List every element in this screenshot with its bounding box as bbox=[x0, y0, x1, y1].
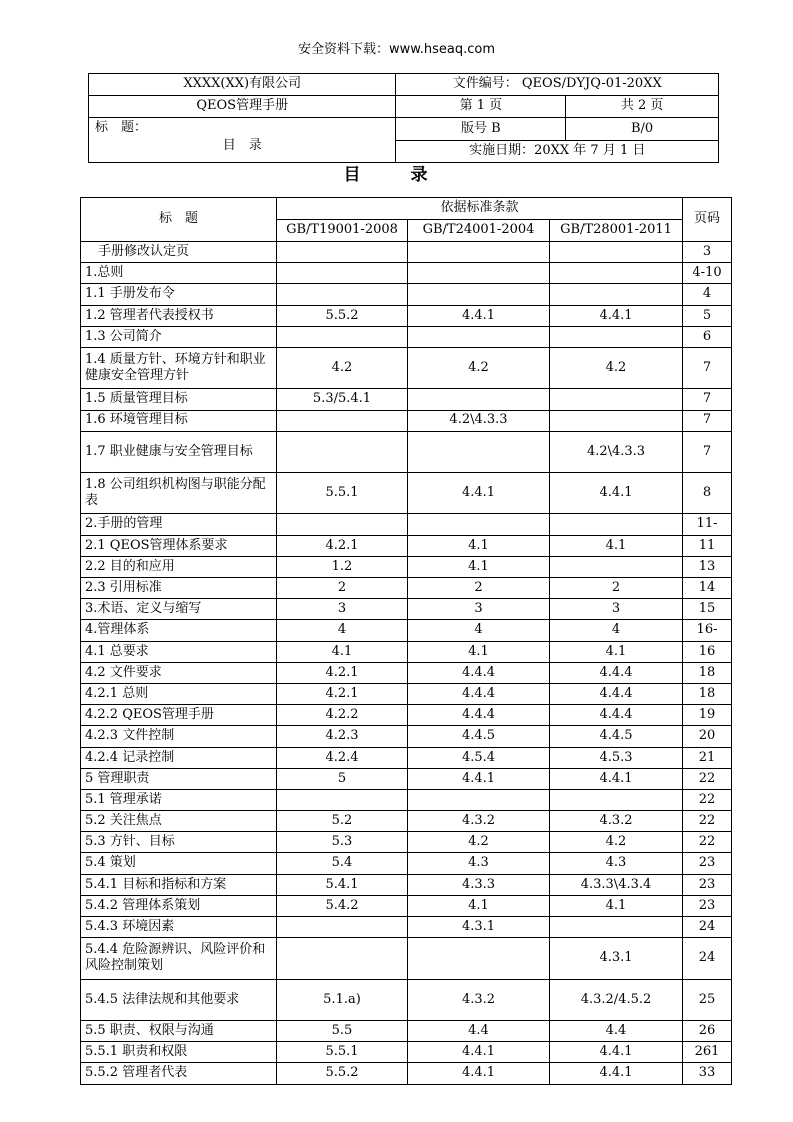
gb19001-clause bbox=[277, 917, 408, 938]
gb24001-clause bbox=[408, 789, 550, 810]
gb28001-clause: 4.4.1 bbox=[550, 1063, 683, 1084]
page-cell: 33 bbox=[683, 1063, 732, 1084]
toc-title-cell: 5 管理职责 bbox=[81, 768, 277, 789]
gb24001-clause: 2 bbox=[408, 578, 550, 599]
gb19001-clause bbox=[277, 284, 408, 305]
gb19001-clause: 5.5.1 bbox=[277, 1042, 408, 1063]
gb19001-clause: 5.4.2 bbox=[277, 895, 408, 916]
toc-title-cell: 1.7 职业健康与安全管理目标 bbox=[81, 431, 277, 472]
gb24001-clause: 4.1 bbox=[408, 535, 550, 556]
gb24001-clause: 4.3.1 bbox=[408, 917, 550, 938]
table-row bbox=[81, 874, 732, 895]
toc-title-cell: 5.4 策划 bbox=[81, 853, 277, 874]
page-cell: 7 bbox=[683, 431, 732, 472]
gb24001-clause: 4.1 bbox=[408, 895, 550, 916]
gb19001-clause bbox=[277, 431, 408, 472]
table-row bbox=[81, 242, 732, 263]
page-cell: 23 bbox=[683, 895, 732, 916]
gb28001-clause bbox=[550, 556, 683, 577]
gb24001-clause: 4.4.1 bbox=[408, 768, 550, 789]
gb28001-clause: 4.4.4 bbox=[550, 705, 683, 726]
table-row bbox=[81, 326, 732, 347]
toc-title-cell: 5.4.5 法律法规和其他要求 bbox=[81, 979, 277, 1020]
table-row bbox=[81, 263, 732, 284]
gb28001-clause bbox=[550, 789, 683, 810]
gb24001-clause: 4.3.2 bbox=[408, 811, 550, 832]
toc-title-cell: 2.手册的管理 bbox=[81, 514, 277, 535]
gb28001-clause: 4.5.3 bbox=[550, 747, 683, 768]
col-header-title: 标 题 bbox=[81, 198, 277, 242]
toc-title-cell: 1.1 手册发布令 bbox=[81, 284, 277, 305]
page-cell: 22 bbox=[683, 768, 732, 789]
table-row bbox=[81, 641, 732, 662]
gb28001-clause: 4.2 bbox=[550, 832, 683, 853]
document-header-table bbox=[88, 73, 719, 163]
gb19001-clause: 4.2.1 bbox=[277, 683, 408, 704]
gb28001-clause: 4.4.1 bbox=[550, 305, 683, 326]
table-row bbox=[81, 705, 732, 726]
gb19001-clause: 5.2 bbox=[277, 811, 408, 832]
gb19001-clause: 4.2.1 bbox=[277, 535, 408, 556]
page-cell: 18 bbox=[683, 683, 732, 704]
gb24001-clause: 4.4.1 bbox=[408, 473, 550, 514]
effective-date: 实施日期：20XX 年 7 月 1 日 bbox=[396, 140, 719, 163]
table-row bbox=[81, 662, 732, 683]
gb28001-clause: 4.2 bbox=[550, 347, 683, 388]
gb19001-clause: 4.1 bbox=[277, 641, 408, 662]
table-row bbox=[81, 789, 732, 810]
gb28001-clause bbox=[550, 917, 683, 938]
gb19001-clause: 5 bbox=[277, 768, 408, 789]
version-value: B/0 bbox=[566, 118, 719, 141]
table-row bbox=[81, 917, 732, 938]
gb28001-clause: 4.4.5 bbox=[550, 726, 683, 747]
table-row bbox=[81, 853, 732, 874]
col-header-gb24001: GB/T24001-2004 bbox=[408, 220, 550, 242]
gb24001-clause: 4.3.2 bbox=[408, 979, 550, 1020]
gb19001-clause: 4.2.1 bbox=[277, 662, 408, 683]
gb19001-clause: 4.2 bbox=[277, 347, 408, 388]
gb28001-clause: 4.4.1 bbox=[550, 473, 683, 514]
page-cell: 7 bbox=[683, 347, 732, 388]
table-row bbox=[81, 726, 732, 747]
gb28001-clause bbox=[550, 326, 683, 347]
page-cell: 5 bbox=[683, 305, 732, 326]
toc-title-cell: 4.2 文件要求 bbox=[81, 662, 277, 683]
gb24001-clause: 4.4.4 bbox=[408, 683, 550, 704]
gb28001-clause: 4 bbox=[550, 620, 683, 641]
gb28001-clause bbox=[550, 263, 683, 284]
page-cell: 15 bbox=[683, 599, 732, 620]
toc-title-cell: 1.3 公司简介 bbox=[81, 326, 277, 347]
table-row bbox=[81, 1042, 732, 1063]
table-row bbox=[81, 979, 732, 1020]
gb24001-clause: 4.1 bbox=[408, 641, 550, 662]
page-cell: 8 bbox=[683, 473, 732, 514]
toc-title-cell: 2.3 引用标准 bbox=[81, 578, 277, 599]
gb24001-clause: 4.1 bbox=[408, 556, 550, 577]
gb24001-clause: 4.4 bbox=[408, 1021, 550, 1042]
table-row bbox=[81, 620, 732, 641]
page-cell: 6 bbox=[683, 326, 732, 347]
gb28001-clause: 4.4.4 bbox=[550, 662, 683, 683]
toc-title-cell: 5.2 关注焦点 bbox=[81, 811, 277, 832]
toc-title-cell: 2.2 目的和应用 bbox=[81, 556, 277, 577]
page-cell: 11- bbox=[683, 514, 732, 535]
toc-title-cell: 5.5 职责、权限与沟通 bbox=[81, 1021, 277, 1042]
table-row bbox=[81, 1021, 732, 1042]
col-header-standards: 依据标准条款 bbox=[277, 198, 683, 220]
table-row bbox=[81, 473, 732, 514]
toc-title-cell: 1.2 管理者代表授权书 bbox=[81, 305, 277, 326]
toc-title-cell: 5.5.2 管理者代表 bbox=[81, 1063, 277, 1084]
gb24001-clause: 4.4.4 bbox=[408, 662, 550, 683]
toc-title-cell: 2.1 QEOS管理体系要求 bbox=[81, 535, 277, 556]
document-number: 文件编号： QEOS/DYJQ-01-20XX bbox=[396, 74, 719, 96]
col-header-gb28001: GB/T28001-2011 bbox=[550, 220, 683, 242]
page-cell: 18 bbox=[683, 662, 732, 683]
page-cell: 14 bbox=[683, 578, 732, 599]
toc-title-cell: 1.6 环境管理目标 bbox=[81, 410, 277, 431]
page-cell: 7 bbox=[683, 410, 732, 431]
page-cell: 16- bbox=[683, 620, 732, 641]
gb24001-clause: 4.4.1 bbox=[408, 1042, 550, 1063]
table-row bbox=[81, 389, 732, 410]
gb24001-clause: 4.4.4 bbox=[408, 705, 550, 726]
table-row bbox=[81, 811, 732, 832]
gb28001-clause bbox=[550, 242, 683, 263]
gb28001-clause: 4.3.3\4.3.4 bbox=[550, 874, 683, 895]
toc-title-cell: 手册修改认定页 bbox=[81, 242, 277, 263]
subject-label: 标 题： bbox=[95, 120, 148, 135]
gb24001-clause: 4.4.1 bbox=[408, 1063, 550, 1084]
toc-title-cell: 4.2.2 QEOS管理手册 bbox=[81, 705, 277, 726]
table-row bbox=[81, 535, 732, 556]
gb24001-clause bbox=[408, 514, 550, 535]
gb19001-clause bbox=[277, 514, 408, 535]
table-row bbox=[81, 514, 732, 535]
gb24001-clause: 4.2\4.3.3 bbox=[408, 410, 550, 431]
page-cell: 261 bbox=[683, 1042, 732, 1063]
toc-title-cell: 5.4.2 管理体系策划 bbox=[81, 895, 277, 916]
gb19001-clause: 5.3/5.4.1 bbox=[277, 389, 408, 410]
subject-value: 目 录 bbox=[222, 138, 262, 154]
gb24001-clause: 4 bbox=[408, 620, 550, 641]
gb24001-clause: 4.3.3 bbox=[408, 874, 550, 895]
page-cell: 20 bbox=[683, 726, 732, 747]
table-row bbox=[81, 431, 732, 472]
table-row bbox=[81, 305, 732, 326]
gb28001-clause: 4.1 bbox=[550, 535, 683, 556]
page-number: 第 1 页 bbox=[396, 96, 566, 118]
toc-title-cell: 1.8 公司组织机构图与职能分配表 bbox=[81, 473, 277, 514]
gb19001-clause: 3 bbox=[277, 599, 408, 620]
gb24001-clause: 3 bbox=[408, 599, 550, 620]
gb28001-clause: 4.4 bbox=[550, 1021, 683, 1042]
gb28001-clause: 4.3.2 bbox=[550, 811, 683, 832]
gb19001-clause: 4.2.4 bbox=[277, 747, 408, 768]
page-cell: 24 bbox=[683, 917, 732, 938]
gb19001-clause bbox=[277, 326, 408, 347]
gb19001-clause: 5.5.2 bbox=[277, 305, 408, 326]
table-row bbox=[81, 410, 732, 431]
page-cell: 4-10 bbox=[683, 263, 732, 284]
toc-title-cell: 1.4 质量方针、环境方针和职业健康安全管理方针 bbox=[81, 347, 277, 388]
toc-title-cell: 5.1 管理承诺 bbox=[81, 789, 277, 810]
gb28001-clause: 4.2\4.3.3 bbox=[550, 431, 683, 472]
gb19001-clause: 4 bbox=[277, 620, 408, 641]
gb24001-clause bbox=[408, 326, 550, 347]
gb28001-clause bbox=[550, 284, 683, 305]
gb28001-clause: 4.4.4 bbox=[550, 683, 683, 704]
gb19001-clause: 5.5.2 bbox=[277, 1063, 408, 1084]
table-row bbox=[81, 683, 732, 704]
gb19001-clause: 5.5.1 bbox=[277, 473, 408, 514]
table-row bbox=[81, 599, 732, 620]
toc-title-cell: 1.总则 bbox=[81, 263, 277, 284]
page-cell: 22 bbox=[683, 811, 732, 832]
gb19001-clause: 4.2.3 bbox=[277, 726, 408, 747]
toc-title-cell: 4.2.1 总则 bbox=[81, 683, 277, 704]
gb24001-clause: 4.3 bbox=[408, 853, 550, 874]
gb24001-clause: 4.4.1 bbox=[408, 305, 550, 326]
gb24001-clause: 4.5.4 bbox=[408, 747, 550, 768]
table-row bbox=[81, 938, 732, 979]
top-download-line: 安全资料下载：www.hseaq.com bbox=[298, 42, 495, 57]
gb24001-clause bbox=[408, 431, 550, 472]
table-row bbox=[81, 768, 732, 789]
manual-name: QEOS管理手册 bbox=[89, 96, 396, 118]
table-row bbox=[81, 895, 732, 916]
table-row bbox=[81, 832, 732, 853]
gb28001-clause: 4.4.1 bbox=[550, 768, 683, 789]
gb24001-clause bbox=[408, 242, 550, 263]
table-row bbox=[81, 1063, 732, 1084]
toc-title-cell: 4.2.3 文件控制 bbox=[81, 726, 277, 747]
gb24001-clause: 4.2 bbox=[408, 347, 550, 388]
gb28001-clause: 4.3.2/4.5.2 bbox=[550, 979, 683, 1020]
gb28001-clause: 4.1 bbox=[550, 895, 683, 916]
toc-title-cell: 4.2.4 记录控制 bbox=[81, 747, 277, 768]
toc-title-cell: 5.4.4 危险源辨识、风险评价和风险控制策划 bbox=[81, 938, 277, 979]
gb19001-clause: 5.3 bbox=[277, 832, 408, 853]
gb19001-clause bbox=[277, 263, 408, 284]
gb19001-clause: 5.1.a) bbox=[277, 979, 408, 1020]
toc-title-cell: 5.5.1 职责和权限 bbox=[81, 1042, 277, 1063]
gb28001-clause bbox=[550, 389, 683, 410]
gb19001-clause bbox=[277, 789, 408, 810]
gb28001-clause bbox=[550, 514, 683, 535]
page-title: 目 录 bbox=[343, 165, 450, 185]
page-cell: 7 bbox=[683, 389, 732, 410]
gb19001-clause: 2 bbox=[277, 578, 408, 599]
gb24001-clause: 4.2 bbox=[408, 832, 550, 853]
gb28001-clause: 3 bbox=[550, 599, 683, 620]
gb19001-clause: 4.2.2 bbox=[277, 705, 408, 726]
gb28001-clause bbox=[550, 410, 683, 431]
gb24001-clause bbox=[408, 263, 550, 284]
page-cell: 3 bbox=[683, 242, 732, 263]
page-cell: 13 bbox=[683, 556, 732, 577]
gb28001-clause: 4.1 bbox=[550, 641, 683, 662]
toc-title-cell: 4.1 总要求 bbox=[81, 641, 277, 662]
page-cell: 22 bbox=[683, 789, 732, 810]
table-row bbox=[81, 347, 732, 388]
col-header-gb19001: GB/T19001-2008 bbox=[277, 220, 408, 242]
toc-title-cell: 1.5 质量管理目标 bbox=[81, 389, 277, 410]
table-row bbox=[81, 747, 732, 768]
gb24001-clause: 4.4.5 bbox=[408, 726, 550, 747]
table-row bbox=[81, 284, 732, 305]
gb19001-clause: 5.4 bbox=[277, 853, 408, 874]
gb19001-clause bbox=[277, 938, 408, 979]
total-pages: 共 2 页 bbox=[566, 96, 719, 118]
table-row bbox=[81, 578, 732, 599]
page-cell: 21 bbox=[683, 747, 732, 768]
gb28001-clause: 4.3.1 bbox=[550, 938, 683, 979]
version-label: 版号 B bbox=[396, 118, 566, 141]
col-header-page: 页码 bbox=[683, 198, 732, 242]
page-cell: 19 bbox=[683, 705, 732, 726]
page-cell: 23 bbox=[683, 874, 732, 895]
gb19001-clause: 5.5 bbox=[277, 1021, 408, 1042]
toc-title-cell: 5.3 方针、目标 bbox=[81, 832, 277, 853]
gb28001-clause: 4.3 bbox=[550, 853, 683, 874]
page-cell: 4 bbox=[683, 284, 732, 305]
toc-title-cell: 4.管理体系 bbox=[81, 620, 277, 641]
page-cell: 11 bbox=[683, 535, 732, 556]
gb24001-clause bbox=[408, 938, 550, 979]
page-cell: 16 bbox=[683, 641, 732, 662]
page-cell: 25 bbox=[683, 979, 732, 1020]
gb19001-clause bbox=[277, 410, 408, 431]
toc-title-cell: 5.4.3 环境因素 bbox=[81, 917, 277, 938]
gb24001-clause bbox=[408, 284, 550, 305]
page-cell: 22 bbox=[683, 832, 732, 853]
gb19001-clause: 5.4.1 bbox=[277, 874, 408, 895]
page-cell: 26 bbox=[683, 1021, 732, 1042]
gb28001-clause: 2 bbox=[550, 578, 683, 599]
page-cell: 24 bbox=[683, 938, 732, 979]
toc-title-cell: 5.4.1 目标和指标和方案 bbox=[81, 874, 277, 895]
table-row bbox=[81, 556, 732, 577]
gb24001-clause bbox=[408, 389, 550, 410]
subject-cell bbox=[89, 118, 396, 163]
gb28001-clause: 4.4.1 bbox=[550, 1042, 683, 1063]
toc-table bbox=[80, 197, 732, 1085]
gb19001-clause: 1.2 bbox=[277, 556, 408, 577]
gb19001-clause bbox=[277, 242, 408, 263]
toc-title-cell: 3.术语、定义与缩写 bbox=[81, 599, 277, 620]
page-cell: 23 bbox=[683, 853, 732, 874]
company-name: XXXX(XX)有限公司 bbox=[89, 74, 396, 96]
